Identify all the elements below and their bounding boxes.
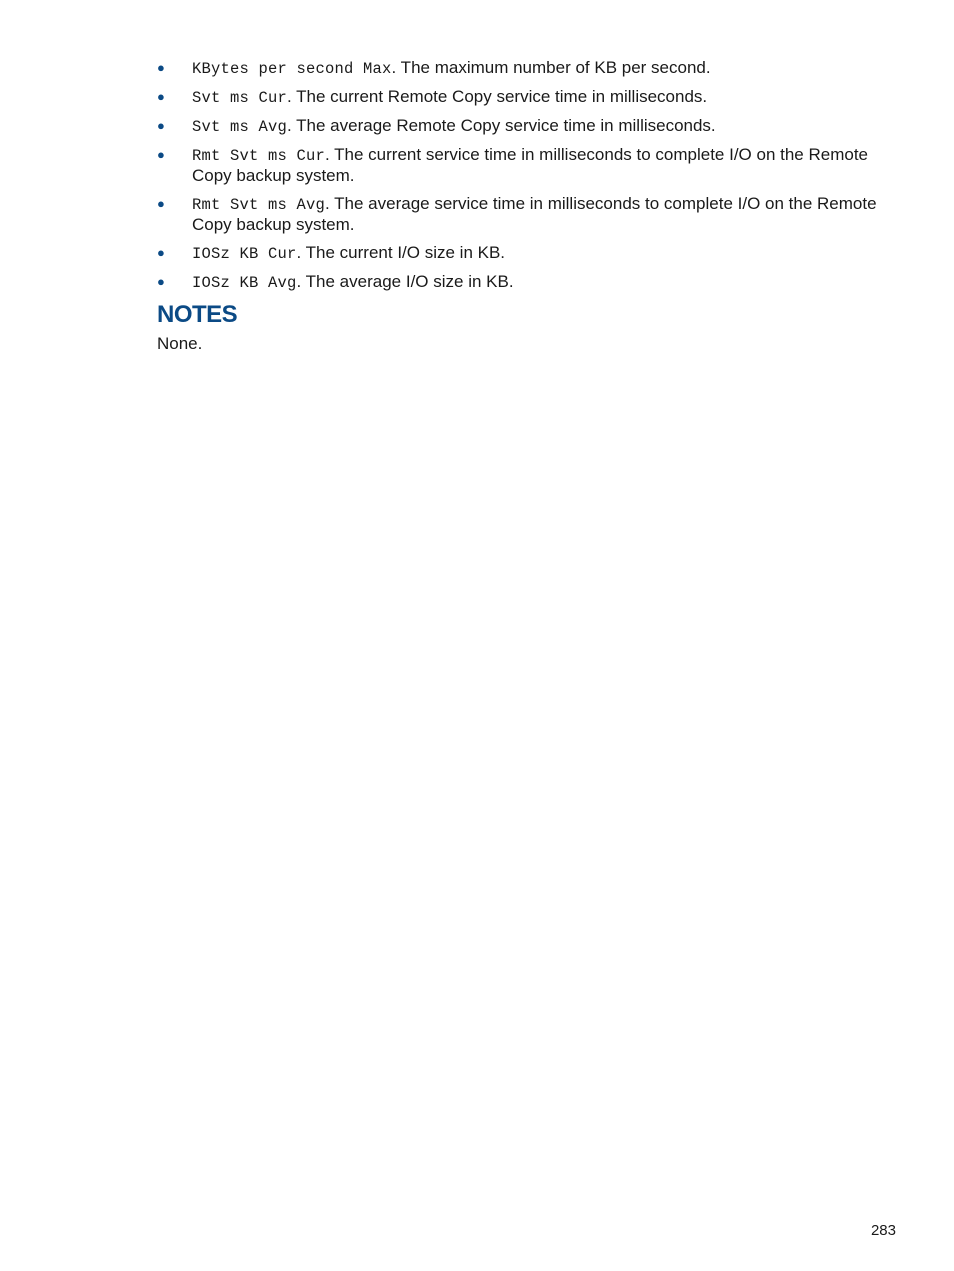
column-name: IOSz KB Avg <box>192 274 297 292</box>
list-item <box>157 194 902 235</box>
document-content <box>157 58 902 355</box>
list-item <box>157 58 902 79</box>
column-name: KBytes per second Max <box>192 60 392 78</box>
list-item <box>157 87 902 108</box>
column-name: Svt ms Cur <box>192 89 288 107</box>
bullet-icon: ● <box>157 274 165 289</box>
list-item <box>157 145 902 186</box>
column-description: . The current I/O size in KB. <box>296 243 506 262</box>
list-item <box>157 243 902 264</box>
bullet-icon: ● <box>157 60 165 75</box>
column-description: . The current Remote Copy service time in milliseconds. <box>287 87 708 106</box>
notes-heading: NOTES <box>157 301 238 328</box>
column-name: IOSz KB Cur <box>192 245 297 263</box>
bullet-icon: ● <box>157 118 165 133</box>
list-item <box>157 116 902 137</box>
column-descriptions-list <box>157 58 902 293</box>
list-item <box>157 272 902 293</box>
bullet-icon: ● <box>157 147 165 162</box>
column-description: . The average service time in milliseconds to complete I/O on the Remote Copy backup system. <box>192 194 877 234</box>
column-name: Rmt Svt ms Cur <box>192 147 326 165</box>
column-description: . The average Remote Copy service time in milliseconds. <box>287 116 716 135</box>
column-description: . The current service time in milliseconds to complete I/O on the Remote Copy backup system. <box>192 145 869 185</box>
column-description: . The maximum number of KB per second. <box>391 58 711 77</box>
notes-body: None. <box>157 334 203 353</box>
bullet-icon: ● <box>157 196 165 211</box>
page-number: 283 <box>870 1222 896 1239</box>
column-name: Svt ms Avg <box>192 118 288 136</box>
column-name: Rmt Svt ms Avg <box>192 196 326 214</box>
column-description: . The average I/O size in KB. <box>296 272 514 291</box>
bullet-icon: ● <box>157 89 165 104</box>
bullet-icon: ● <box>157 245 165 260</box>
